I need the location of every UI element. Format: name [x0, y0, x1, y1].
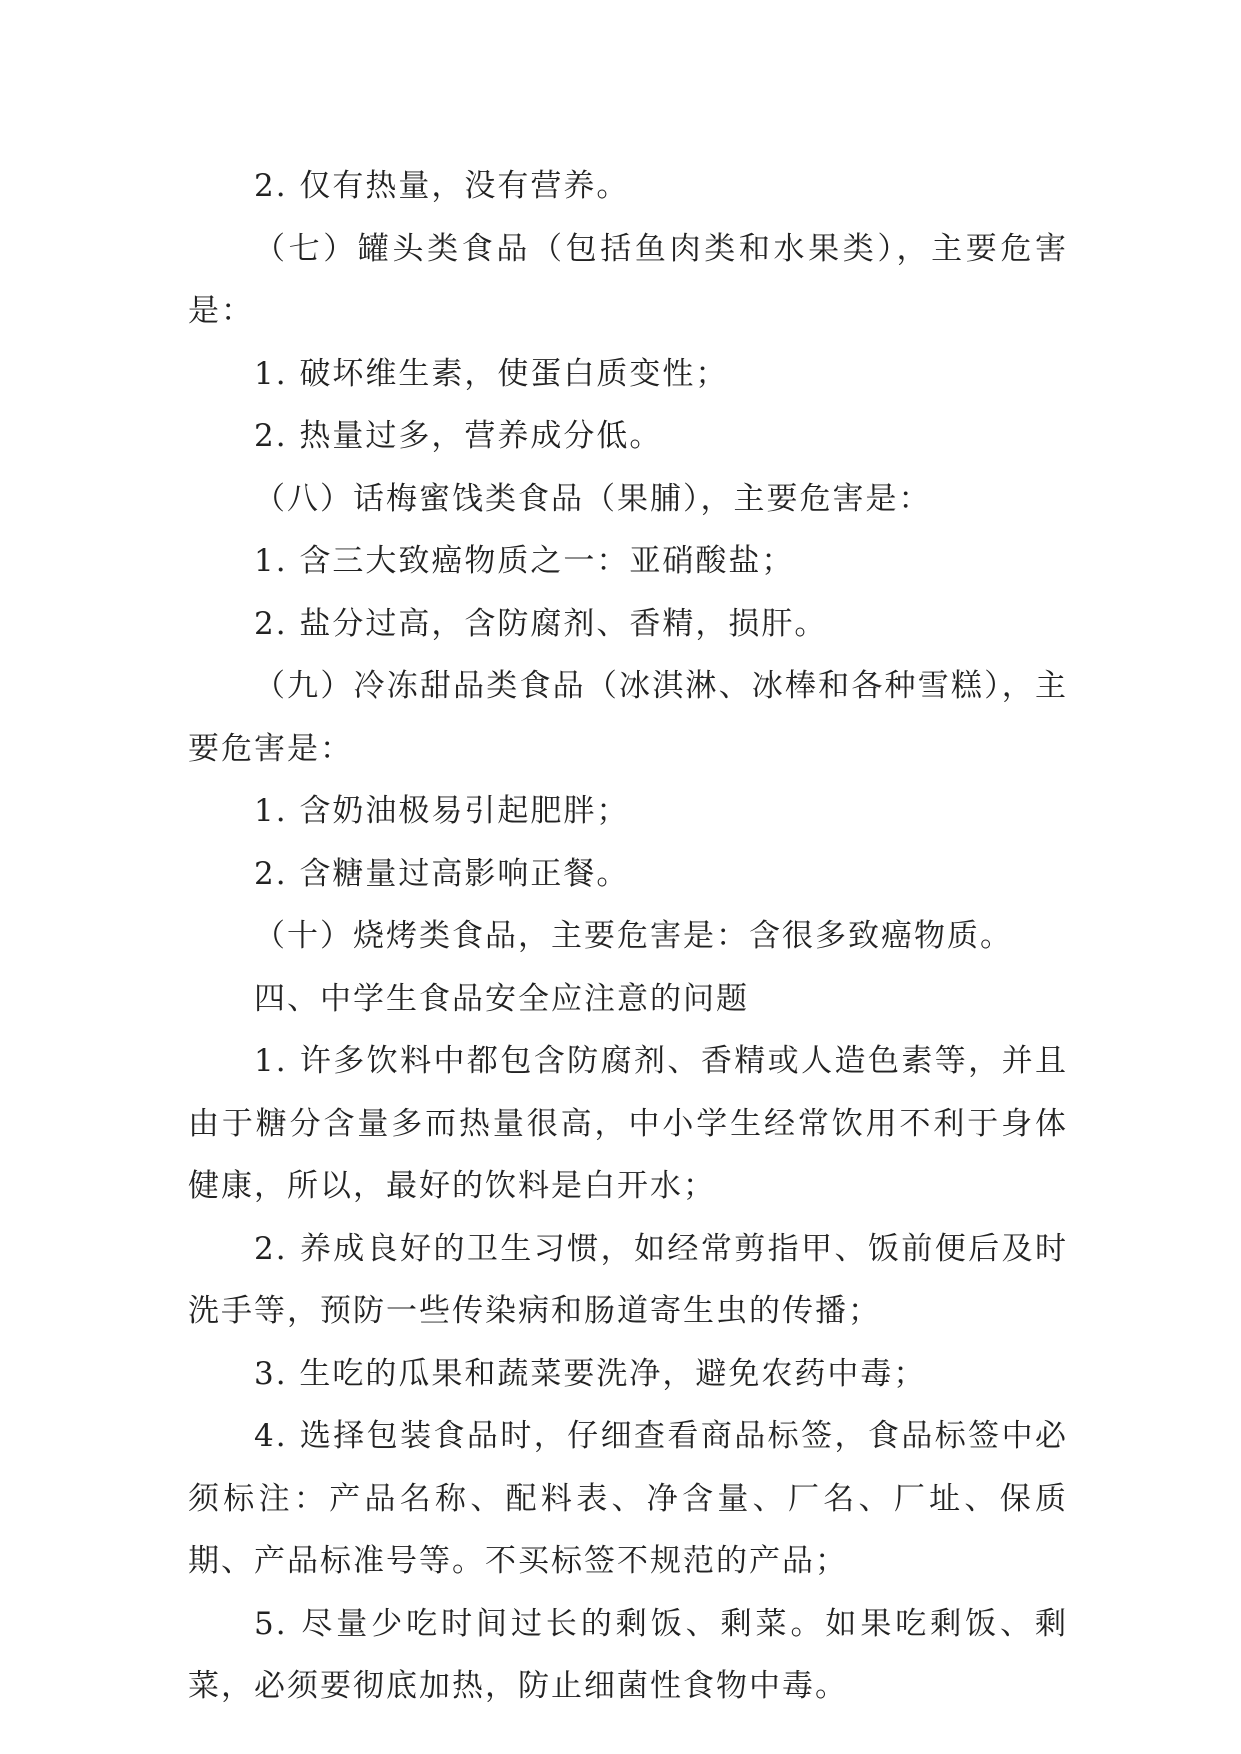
- list-item: 1. 含三大致癌物质之一：亚硝酸盐；: [254, 543, 795, 579]
- list-item: 3. 生吃的瓜果和蔬菜要洗净，避免农药中毒；: [254, 1355, 927, 1392]
- list-item: 2. 热量过多，营养成分低。: [254, 418, 663, 454]
- list-item: 1. 许多饮料中都包含防腐剂、香精或人造色素等，并且由于糖分含量多而热量很高，中小学生经常饮用不利于身体健康，所以，最好的饮料是白开水；: [188, 1043, 1068, 1204]
- section-heading: 四、中学生食品安全应注意的问题: [254, 980, 749, 1017]
- list-item: 4. 选择包装食品时，仔细查看商品标签，食品标签中必须标注：产品名称、配料表、净含量、厂名、厂址、保质期、产品标准号等。不买标签不规范的产品；: [188, 1418, 1068, 1579]
- list-item: 1. 破坏维生素，使蛋白质变性；: [254, 355, 729, 392]
- section-heading: （七）罐头类食品（包括鱼肉类和水果类），主要危害是：: [188, 230, 1068, 329]
- list-item: 5. 尽量少吃时间过长的剩饭、剩菜。如果吃剩饭、剩菜，必须要彻底加热，防止细菌性食物中毒。: [188, 1605, 1068, 1704]
- section-heading: （十）烧烤类食品，主要危害是：含很多致癌物质。: [254, 918, 1013, 954]
- list-item: 1. 含奶油极易引起肥胖；: [254, 793, 630, 829]
- section-heading: （九）冷冻甜品类食品（冰淇淋、冰棒和各种雪糕），主要危害是：: [188, 668, 1068, 767]
- list-item: 2. 含糖量过高影响正餐。: [254, 855, 630, 892]
- document-body: [188, 155, 1068, 1718]
- list-item: 2. 仅有热量，没有营养。: [254, 168, 630, 204]
- section-heading: （八）话梅蜜饯类食品（果脯），主要危害是：: [254, 480, 932, 517]
- list-item: 2. 盐分过高，含防腐剂、香精，损肝。: [254, 605, 828, 642]
- list-item: 2. 养成良好的卫生习惯，如经常剪指甲、饭前便后及时洗手等，预防一些传染病和肠道寄生虫的传播；: [188, 1230, 1068, 1329]
